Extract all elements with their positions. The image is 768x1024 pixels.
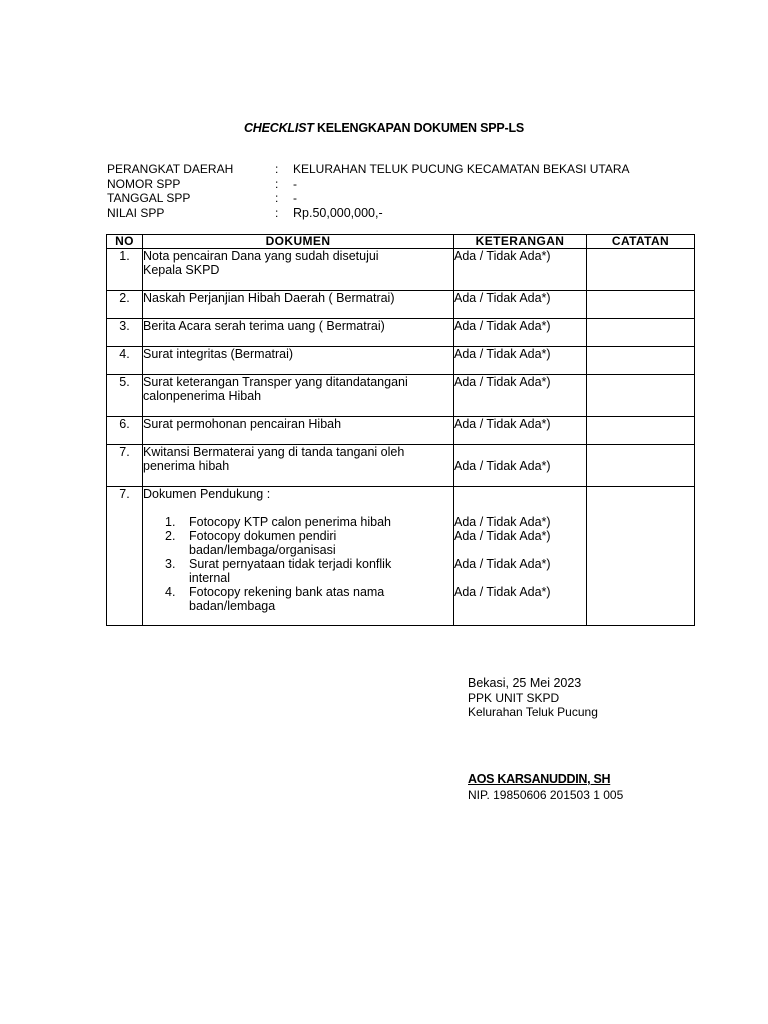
table-row bbox=[107, 319, 695, 347]
list-item bbox=[143, 585, 453, 613]
row-keterangan bbox=[454, 487, 587, 626]
header-dokumen: DOKUMEN bbox=[143, 235, 454, 249]
row-dokumen: Berita Acara serah terima uang ( Bermatrai) bbox=[143, 319, 454, 347]
table-row bbox=[107, 417, 695, 445]
row-catatan bbox=[587, 445, 695, 487]
table-header-row bbox=[107, 235, 695, 249]
row-no: 2. bbox=[107, 291, 143, 319]
table-row bbox=[107, 487, 695, 626]
row-catatan bbox=[587, 249, 695, 291]
row-dokumen: Surat integritas (Bermatrai) bbox=[143, 347, 454, 375]
info-value: Rp.50,000,000,- bbox=[293, 205, 383, 220]
supporting-docs-list bbox=[143, 515, 453, 613]
row-dokumen: Naskah Perjanjian Hibah Daerah ( Bermatrai) bbox=[143, 291, 454, 319]
info-value: - bbox=[293, 191, 297, 205]
row-keterangan: Ada / Tidak Ada*) bbox=[454, 319, 587, 347]
info-colon: : bbox=[275, 191, 279, 205]
table-row bbox=[107, 445, 695, 487]
row-dokumen: Surat permohonan pencairan Hibah bbox=[143, 417, 454, 445]
list-item-number: 3. bbox=[165, 557, 176, 571]
header-keterangan: KETERANGAN bbox=[454, 235, 587, 249]
row-no: 7. bbox=[107, 445, 143, 487]
info-label: PERANGKAT DAERAH bbox=[107, 162, 234, 176]
table-row bbox=[107, 291, 695, 319]
row-keterangan: Ada / Tidak Ada*) bbox=[454, 375, 587, 417]
info-label: NOMOR SPP bbox=[107, 176, 181, 191]
row-dokumen-line: penerima hibah bbox=[143, 459, 230, 473]
list-item bbox=[143, 515, 453, 529]
list-item-line: internal bbox=[189, 571, 230, 585]
row-dokumen-line: Kwitansi Bermaterai yang di tanda tangani oleh bbox=[143, 445, 405, 459]
row-keterangan: Ada / Tidak Ada*) bbox=[454, 249, 587, 291]
row-catatan bbox=[587, 417, 695, 445]
row-catatan bbox=[587, 291, 695, 319]
row-no: 4. bbox=[107, 347, 143, 375]
info-value: - bbox=[293, 176, 297, 191]
info-value: KELURAHAN TELUK PUCUNG KECAMATAN BEKASI UTARA bbox=[293, 162, 630, 176]
list-item bbox=[143, 529, 453, 557]
row-dokumen-line: calonpenerima Hibah bbox=[143, 389, 262, 403]
row-catatan bbox=[587, 347, 695, 375]
list-item-line: Fotocopy dokumen pendiri bbox=[189, 529, 337, 543]
list-item bbox=[143, 557, 453, 585]
checklist-table bbox=[106, 234, 695, 626]
row-dokumen-line: Nota pencairan Dana yang sudah disetujui bbox=[143, 249, 379, 263]
row-no: 1. bbox=[107, 249, 143, 291]
title-rest: KELENGKAPAN DOKUMEN SPP-LS bbox=[313, 121, 525, 135]
list-item-number: 2. bbox=[165, 529, 176, 543]
row-dokumen-line: Kepala SKPD bbox=[143, 263, 220, 277]
list-item-line: Surat pernyataan tidak terjadi konflik bbox=[189, 557, 392, 571]
table-row bbox=[107, 249, 695, 291]
list-item-number: 1. bbox=[165, 515, 176, 529]
row-keterangan-text: Ada / Tidak Ada*) bbox=[454, 529, 551, 543]
info-colon: : bbox=[275, 205, 279, 220]
row-keterangan: Ada / Tidak Ada*) bbox=[454, 347, 587, 375]
row-dokumen bbox=[143, 375, 454, 417]
list-item-line: badan/lembaga bbox=[189, 599, 276, 613]
row-keterangan-text: Ada / Tidak Ada*) bbox=[454, 585, 551, 599]
info-colon: : bbox=[275, 176, 279, 191]
signatory-name: AOS KARSANUDDIN, SH bbox=[468, 772, 611, 786]
signature-office: Kelurahan Teluk Pucung bbox=[468, 705, 598, 719]
row-catatan bbox=[587, 375, 695, 417]
row-dokumen bbox=[143, 249, 454, 291]
list-item-line: badan/lembaga/organisasi bbox=[189, 543, 336, 557]
info-label: NILAI SPP bbox=[107, 205, 165, 220]
document-title bbox=[0, 121, 768, 135]
row-keterangan: Ada / Tidak Ada*) bbox=[454, 417, 587, 445]
row-dokumen bbox=[143, 487, 454, 626]
table-row bbox=[107, 347, 695, 375]
row-dokumen-line: Surat keterangan Transper yang ditandatangani bbox=[143, 375, 408, 389]
row-keterangan-text: Ada / Tidak Ada*) bbox=[454, 515, 551, 529]
row-catatan bbox=[587, 487, 695, 626]
row-no: 3. bbox=[107, 319, 143, 347]
info-colon: : bbox=[275, 162, 279, 176]
row-keterangan: Ada / Tidak Ada*) bbox=[454, 291, 587, 319]
signatory-nip: NIP. 19850606 201503 1 005 bbox=[468, 788, 624, 802]
header-no: NO bbox=[107, 235, 143, 249]
row-dokumen bbox=[143, 445, 454, 487]
row-keterangan-text: Ada / Tidak Ada*) bbox=[454, 459, 551, 473]
info-label: TANGGAL SPP bbox=[107, 191, 191, 205]
row-dokumen-line: Dokumen Pendukung : bbox=[143, 487, 271, 501]
list-item-line: Fotocopy rekening bank atas nama bbox=[189, 585, 385, 599]
list-item-line: Fotocopy KTP calon penerima hibah bbox=[189, 515, 391, 529]
table-row bbox=[107, 375, 695, 417]
row-no: 7. bbox=[107, 487, 143, 626]
signature-role: PPK UNIT SKPD bbox=[468, 690, 560, 705]
row-no: 5. bbox=[107, 375, 143, 417]
list-item-number: 4. bbox=[165, 585, 176, 599]
title-italic: CHECKLIST bbox=[243, 121, 314, 135]
header-catatan: CATATAN bbox=[587, 235, 695, 249]
signature-date: Bekasi, 25 Mei 2023 bbox=[468, 676, 582, 690]
row-keterangan-text: Ada / Tidak Ada*) bbox=[454, 557, 551, 571]
signature-block bbox=[468, 676, 598, 720]
row-catatan bbox=[587, 319, 695, 347]
row-no: 6. bbox=[107, 417, 143, 445]
row-keterangan bbox=[454, 445, 587, 487]
